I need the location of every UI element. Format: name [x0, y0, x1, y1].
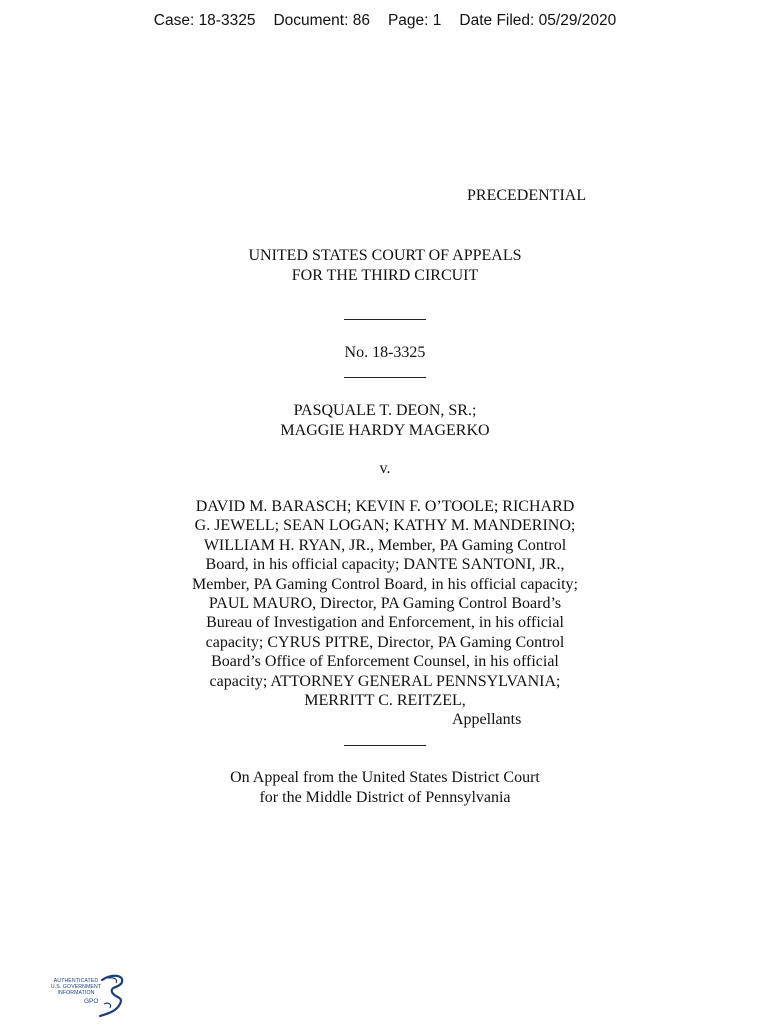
court-name: [150, 246, 620, 286]
defendant-line: WILLIAM H. RYAN, JR., Member, PA Gaming Control: [203, 536, 567, 554]
separator-rule: [344, 745, 426, 746]
plaintiff-line: MAGGIE HARDY MAGERKO: [280, 422, 490, 439]
plaintiff-line: PASQUALE T. DEON, SR.;: [293, 402, 477, 419]
seal-line-3: INFORMATION: [57, 990, 95, 996]
seal-gpo-mark: GPO: [84, 998, 99, 1005]
defendant-line: capacity; ATTORNEY GENERAL PENNSYLVANIA;: [209, 672, 561, 690]
header-date-filed: Date Filed: 05/29/2020: [459, 12, 617, 29]
separator-rule: [344, 319, 426, 320]
docket-number: No. 18-3325: [344, 344, 426, 361]
appeal-line-2: for the Middle District of Pennsylvania: [259, 789, 511, 806]
defendant-line: Board’s Office of Enforcement Counsel, in his official: [211, 653, 559, 671]
defendant-line: DAVID M. BARASCH; KEVIN F. O’TOOLE; RICHARD: [195, 498, 575, 515]
header-page: Page: 1: [387, 12, 442, 29]
versus: v.: [379, 460, 391, 477]
appellants-label: Appellants: [452, 711, 522, 728]
defendant-line: MERRITT C. REITZEL,: [304, 692, 466, 710]
seal-line-2: U.S. GOVERNMENT: [50, 984, 102, 990]
filing-header: [0, 12, 770, 30]
eagle-icon: [98, 974, 128, 1018]
defendant-line: Board, in his official capacity; DANTE SANTONI, JR.,: [205, 556, 565, 574]
seal-line-1: AUTHENTICATED: [53, 978, 99, 984]
court-name-line-1: UNITED STATES COURT OF APPEALS: [248, 247, 522, 264]
defendant-line: Bureau of Investigation and Enforcement, in his official: [206, 614, 564, 632]
header-document: Document: 86: [273, 12, 370, 29]
defendant-line: PAUL MAURO, Director, PA Gaming Control Board’s: [208, 595, 562, 613]
plaintiffs: [150, 401, 620, 441]
defendants: [170, 497, 600, 710]
precedential-designation: PRECEDENTIAL: [467, 187, 587, 204]
defendant-line: G. JEWELL; SEAN LOGAN; KATHY M. MANDERINO;: [194, 517, 576, 535]
defendant-line: Member, PA Gaming Control Board, in his official capacity;: [192, 575, 578, 593]
court-name-line-2: FOR THE THIRD CIRCUIT: [291, 267, 479, 284]
appeal-line-1: On Appeal from the United States District Court: [230, 769, 540, 786]
header-case: Case: 18-3325: [153, 12, 256, 29]
defendant-line: capacity; CYRUS PITRE, Director, PA Gaming Control: [205, 633, 565, 651]
separator-rule: [344, 377, 426, 378]
appeal-origin: [150, 768, 620, 808]
gpo-authentication-seal: [44, 974, 130, 1018]
